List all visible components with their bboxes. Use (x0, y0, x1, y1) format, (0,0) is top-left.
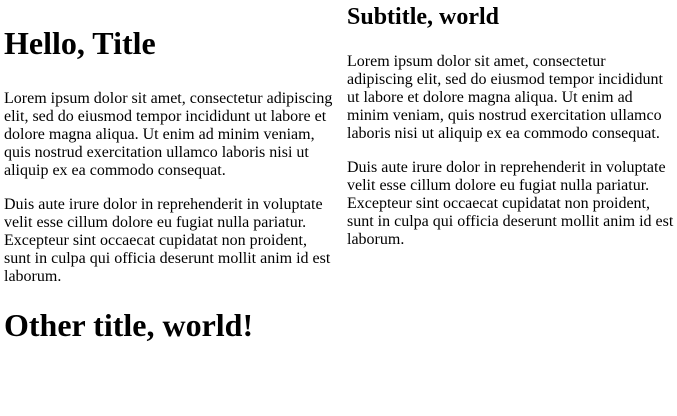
left-paragraph-2: Duis aute irure dolor in reprehenderit in voluptate velit esse cillum dolore eu fugiat nulla pariatur. Excepteur sint occaecat cupidatat non proident, sunt in culpa qui officia deserunt mollit anim id est laborum. (4, 196, 331, 285)
right-paragraph-2: Duis aute irure dolor in reprehenderit in voluptate velit esse cillum dolore eu fugiat nulla pariatur. Excepteur sint occaecat cupidatat non proident, sunt in culpa qui officia deserunt mollit anim id est laborum. (347, 159, 674, 248)
other-title: Other title, world! (4, 307, 254, 343)
left-column (4, 0, 334, 344)
right-paragraph-1: Lorem ipsum dolor sit amet, consectetur adipiscing elit, sed do eiusmod tempor incididunt ut labore et dolore magna aliqua. Ut enim ad minim veniam, quis nostrud exercitation ullamco laboris nisi ut aliquip ex ea commodo consequat. (347, 53, 663, 142)
page-title: Hello, Title (4, 25, 156, 61)
subtitle: Subtitle, world (347, 4, 500, 30)
right-column (347, 0, 675, 249)
left-paragraph-1: Lorem ipsum dolor sit amet, consectetur adipiscing elit, sed do eiusmod tempor incididunt ut labore et dolore magna aliqua. Ut enim ad minim veniam, quis nostrud exercitation ullamco laboris nisi ut aliquip ex ea commodo consequat. (4, 90, 333, 179)
